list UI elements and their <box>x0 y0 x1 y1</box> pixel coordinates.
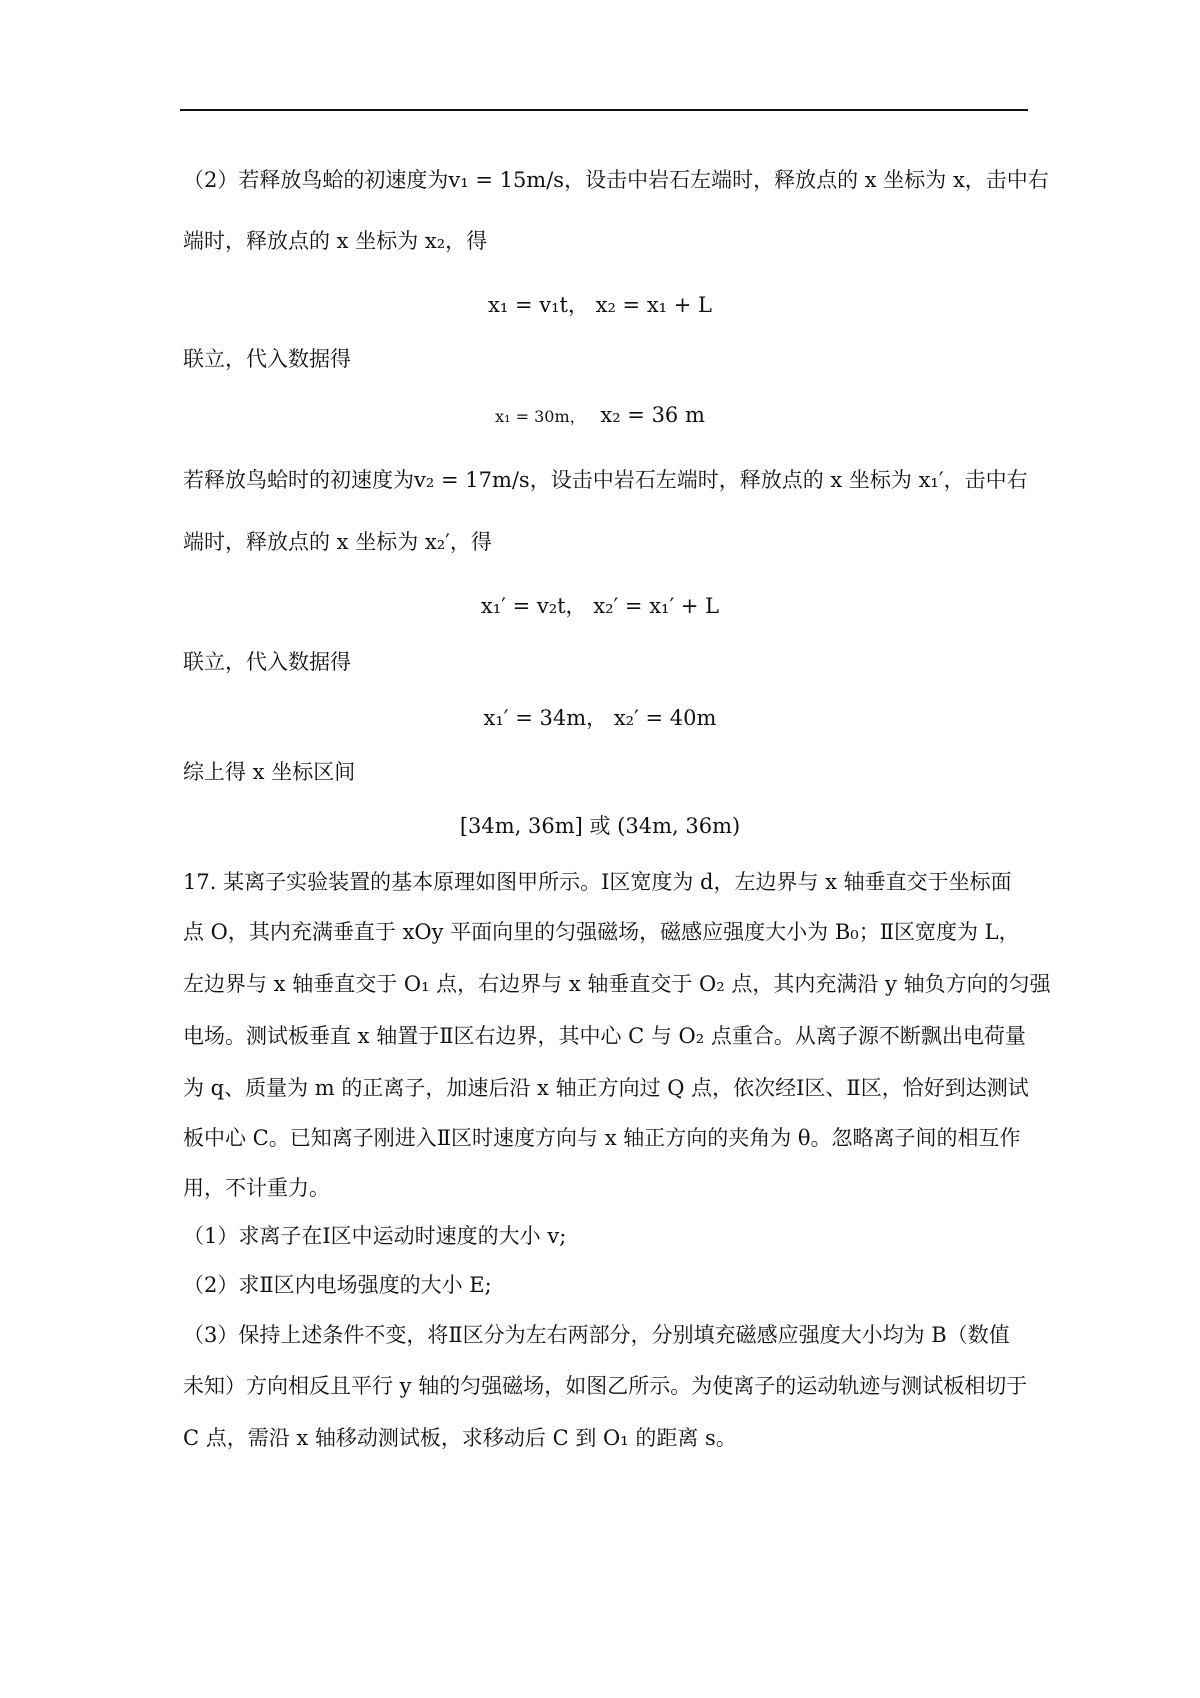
equation-part: x₂ = 36 m <box>600 403 705 427</box>
paragraph-line: 联立，代入数据得 <box>183 650 351 674</box>
question-line: 电场。测试板垂直 x 轴置于Ⅱ区右边界，其中心 C 与 O₂ 点重合。从离子源不断飘出电荷量 <box>183 1024 1026 1048</box>
question-line: 用，不计重力。 <box>183 1176 330 1200</box>
equation <box>0 400 1200 432</box>
paragraph-line: 端时，释放点的 x 坐标为 x₂′，得 <box>183 530 492 554</box>
equation: x₁′ = v₂t， x₂′ = x₁′ + L <box>480 594 720 618</box>
subquestion-line: C 点，需沿 x 轴移动测试板，求移动后 C 到 O₁ 的距离 s。 <box>183 1426 737 1450</box>
equation: x₁′ = 34m， x₂′ = 40m <box>483 706 717 730</box>
subquestion-line: （2）求Ⅱ区内电场强度的大小 E; <box>183 1273 492 1297</box>
paragraph-line: 端时，释放点的 x 坐标为 x₂，得 <box>183 229 488 253</box>
paragraph-line: 若释放鸟蛤时的初速度为v₂ = 17m/s，设击中岩石左端时，释放点的 x 坐标为 x₁′，击中右 <box>183 468 1028 492</box>
question-line: 左边界与 x 轴垂直交于 O₁ 点，右边界与 x 轴垂直交于 O₂ 点，其内充满沿 y 轴负方向的匀强 <box>183 972 1051 996</box>
question-line: 为 q、质量为 m 的正离子，加速后沿 x 轴正方向过 Q 点，依次经Ⅰ区、Ⅱ区，恰好到达测试 <box>183 1076 1029 1100</box>
subquestion-line: （1）求离子在Ⅰ区中运动时速度的大小 v; <box>183 1224 567 1248</box>
equation: [34m, 36m] 或 (34m, 36m) <box>459 814 741 838</box>
header-rule <box>180 109 1028 111</box>
subquestion-line: 未知）方向相反且平行 y 轴的匀强磁场，如图乙所示。为使离子的运动轨迹与测试板相切于 <box>183 1374 1028 1398</box>
equation-part: x₁ = 30m， <box>495 407 586 426</box>
subquestion-line: （3）保持上述条件不变，将Ⅱ区分为左右两部分，分别填充磁感应强度大小均为 B（数值 <box>183 1323 1010 1347</box>
paragraph-line: 综上得 x 坐标区间 <box>183 760 356 784</box>
paragraph-line: 联立，代入数据得 <box>183 347 351 371</box>
paragraph-line: （2）若释放鸟蛤的初速度为v₁ = 15m/s，设击中岩石左端时，释放点的 x 坐标为 x，击中右 <box>183 168 1049 192</box>
question-line: 点 O，其内充满垂直于 xOy 平面向里的匀强磁场，磁感应强度大小为 B₀；Ⅱ区宽度为 L， <box>183 920 1020 944</box>
equation: x₁ = v₁t， x₂ = x₁ + L <box>488 293 712 317</box>
question-line: 17. 某离子实验装置的基本原理如图甲所示。Ⅰ区宽度为 d，左边界与 x 轴垂直交于坐标面 <box>183 870 1012 894</box>
question-line: 板中心 C。已知离子刚进入Ⅱ区时速度方向与 x 轴正方向的夹角为 θ。忽略离子间的相互作 <box>183 1126 1021 1150</box>
